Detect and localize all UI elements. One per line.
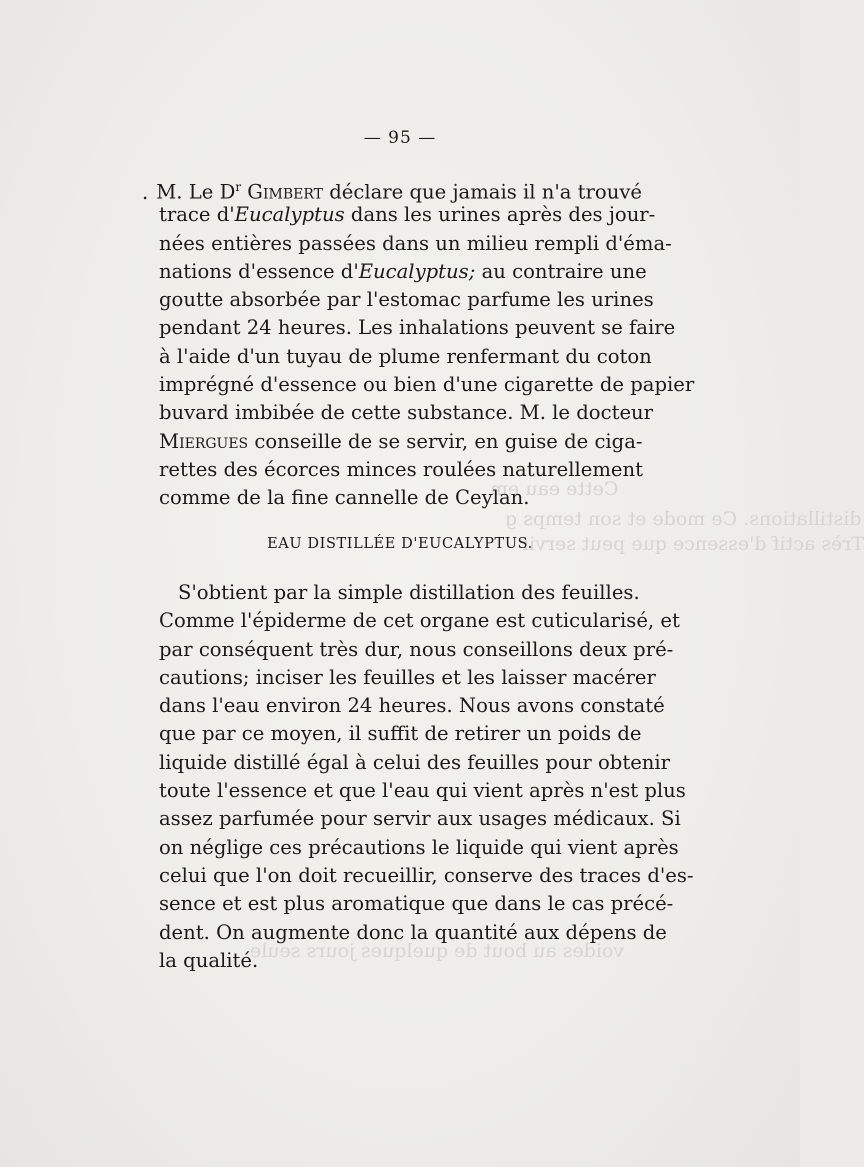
text-line: dans l'eau environ 24 heures. Nous avons constaté [159,694,665,718]
text-line: par conséquent très dur, nous conseillons deux pré- [159,637,674,661]
text-line: . M. Le $D^r$ Gimbert déclare que jamais il n'a trouvé [142,180,643,204]
text-line: cautions; inciser les feuilles et les laisser macérer [159,665,656,689]
text-line: celui que l'on doit recueillir, conserve des traces d'es- [159,863,694,887]
author-name: Gimbert [247,180,323,204]
text-line: buvard imbibée de cette substance. M. le docteur [159,401,654,425]
text-line: nations d'essence d'Eucalyptus; au contraire une [159,259,647,283]
text-line: dent. On augmente donc la quantité aux dépens de [159,920,667,944]
bleed-through-text: Très actif d'essence que peut servir [520,533,864,555]
text-line: assez parfumée pour servir aux usages médicaux. Si [159,807,681,831]
author-name: Miergues [159,429,249,453]
bleed-through-text: distillations. Ce mode et son temps g [505,508,862,530]
bleed-through-text: Cette eau em [490,478,619,500]
text-line: pendant 24 heures. Les inhalations peuvent se faire [159,316,676,340]
text-line: imprégné d'essence ou bien d'une cigarette de papier [159,373,695,397]
species-name: Eucalyptus [234,203,345,227]
text-line: on néglige ces précautions le liquide qui vient après [159,835,679,859]
paragraph-distillation [159,579,694,975]
bleed-through-text: voides au bout de quelques jours seule [250,940,625,962]
page-number: — 95 — [363,128,437,148]
text-line: goutte absorbée par l'estomac parfume les urines [159,288,654,312]
paragraph-gimbert [142,173,695,513]
section-heading: EAU DISTILLÉE D'EUCALYPTUS. [267,536,533,552]
species-name: Eucalyptus; [358,259,476,283]
text-line: trace d'Eucalyptus dans les urines après des jour- [159,203,656,227]
text-line: sence et est plus aromatique que dans le cas précé- [159,892,674,916]
text-line: toute l'essence et que l'eau qui vient après n'est plus [159,779,686,803]
text-line: que par ce moyen, il suffit de retirer un poids de [159,722,642,746]
text-line: nées entières passées dans un milieu rempli d'éma- [159,231,672,255]
text-line: Comme l'épiderme de cet organe est cuticularisé, et [159,609,680,633]
text-line: rettes des écorces minces roulées naturellement [159,457,643,481]
text-line: comme de la fine cannelle de Ceylan. [159,486,530,510]
text-line: Miergues conseille de se servir, en guise de ciga- [159,429,643,453]
text-line: à l'aide d'un tuyau de plume renfermant du coton [159,344,652,368]
text-line: la qualité. [159,948,259,972]
text-line: liquide distillé égal à celui des feuilles pour obtenir [159,750,671,774]
text-line: S'obtient par la simple distillation des feuilles. [178,581,640,604]
